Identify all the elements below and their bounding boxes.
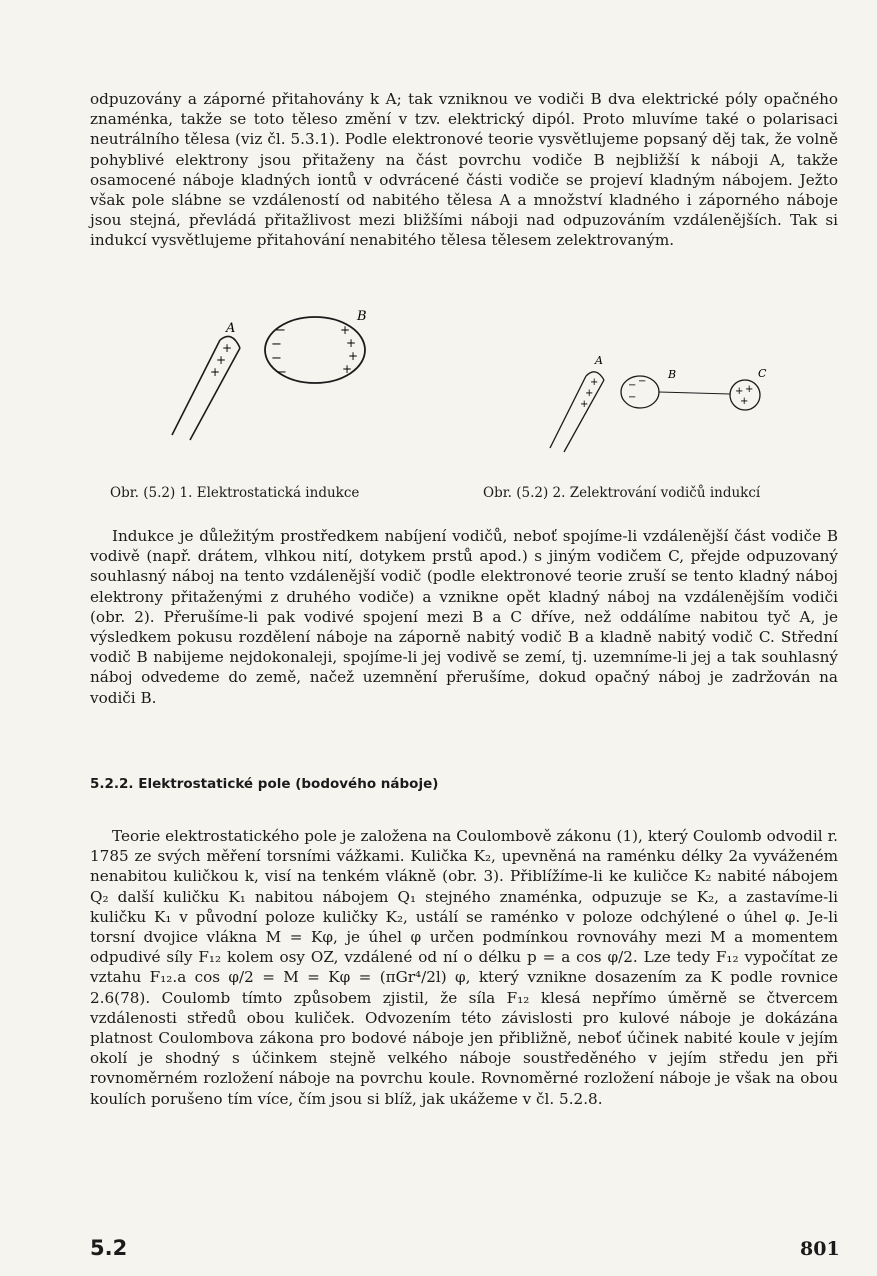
page-number: 801 [800,1238,840,1260]
positive-charge: + [342,362,353,376]
rod-a-right-edge [190,348,240,440]
negative-charge: − [271,351,282,366]
figure-charging-by-induction [540,340,780,460]
negative-charge: − [276,365,287,380]
positive-charge: + [340,323,351,337]
section-number: 5.2 [90,1236,128,1260]
rod-a-charge: + [590,377,599,388]
rod-a-charge: + [216,353,227,367]
negative-charge: − [275,323,286,338]
section-heading: 5.2.2. Elektrostatické pole (bodového náboje) [90,776,439,792]
label-b: B [668,368,677,381]
label-a: A [226,321,236,336]
label-c: C [758,367,767,380]
rod-a-charge: + [585,388,594,399]
paragraph-induction-explanation: odpuzovány a záporné přitahovány k A; tak vzniknou ve vodiči B dva elektrické póly opačného znaménka, takže se toto těleso změní v tzv. elektrický dipól. Proto mluvíme také o polarisaci neutrálního tělesa (viz čl. 5.3.1). Podle elektronové teorie vysvětlujeme popsaný děj tak, že volně pohyblivé elektrony jsou přitaženy na část povrchu vodiče B nejbližší k náboji A, takže osamocené náboje kladných iontů v odvrácené části vodiče se projeví kladným nábojem. Ježto však pole slábne se vzdáleností od nabitého tělesa A a množství kladného i záporného náboje jsou stejná, převládá přitažlivost mezi bližšími náboji nad odpuzováním vzdálenějších. Tak si indukcí vysvětlujeme přitahování nenabitého tělesa tělesem zelektrovaným. [90,90,838,250]
paragraph-coulomb-law: Teorie elektrostatického pole je založena na Coulombově zákonu (1), který Coulomb odvodil r. 1785 ze svých měření torsními vážkami. Kulička K₂, upevněná na raménku délky 2a vyváženém nenabitou kuličkou k, visí na tenkém vlákně (obr. 3). Přiblížíme-li ke kuličce K₂ nabité nábojem Q₂ další kuličku K₁ nabitou nábojem Q₁ stejného znaménka, odpuzuje se K₂, a zastavíme-li kuličku K₁ v původní poloze kuličky K₂, ustálí se raménko v poloze odchýlené o úhel φ. Je-li torsní dvojice vlákna M = Kφ, je úhel φ určen podmínkou rovnováhy mezi M a momentem odpudivé síly F₁₂ kolem osy OZ, vzdálené od ní o délku p = a cos φ/2. Lze tedy F₁₂ vypočítat ze vztahu F₁₂.a cos φ/2 = M = Kφ = (πGr⁴/2l) φ, který vznikne dosazením za K podle rovnice 2.6(78). Coulomb tímto způsobem zjistil, že síla F₁₂ klesá nepřímo úměrně se čtvercem vzdálenosti středů obou kuliček. Odvozením této závislosti pro kulové náboje je dokázána platnost Coulombova zákona pro bodové náboje jen přibližně, neboť účinek nabité koule v jejím okolí je shodný s účinkem stejně velkého náboje soustředěného v jejím středu jen při rovnoměrném rozložení náboje na povrchu koule. Rovnoměrné rozložení náboje je však na obou koulích porušeno tím více, čím jsou si blíž, jak ukážeme v čl. 5.2.8. [90,827,838,1108]
figure-2-caption: Obr. (5.2) 2. Zelektrování vodičů indukcí [483,485,761,501]
negative-charge: − [628,392,637,403]
label-a: A [595,354,603,367]
rod-a-charge: + [222,341,233,355]
rod-a-charge: + [210,365,221,379]
positive-charge: + [740,396,749,407]
positive-charge: + [348,349,359,363]
connecting-wire [659,392,730,394]
rod-a-right-edge [564,380,604,452]
negative-charge: − [628,380,637,391]
rod-a-left-edge [550,376,589,448]
negative-charge: − [638,376,647,387]
figure-1-caption: Obr. (5.2) 1. Elektrostatická indukce [110,485,360,501]
positive-charge: + [346,336,357,350]
figure-electrostatic-induction [150,300,410,460]
positive-charge: + [745,384,754,395]
rod-a-charge: + [580,399,589,410]
positive-charge: + [735,386,744,397]
rod-a-left-edge [172,340,220,435]
paragraph-induction-charging: Indukce je důležitým prostředkem nabíjení vodičů, neboť spojíme-li vzdálenější část vodiče B vodivě (např. drátem, vlhkou nití, dotykem prstů apod.) s jiným vodičem C, přejde odpuzovaný souhlasný náboj na tento vzdálenější vodič (podle elektronové teorie zruší se tento kladný náboj elektrony přitaženými z druhého vodiče) a vznikne opět kladný náboj na vzdálenějším vodiči (obr. 2). Přerušíme-li pak vodivé spojení mezi B a C dříve, než oddálíme nabitou tyč A, je výsledkem pokusu rozdělení náboje na záporně nabitý vodič B a kladně nabitý vodič C. Střední vodič B nabijeme nejdokonaleji, spojíme-li jej vodivě se zemí, tj. uzemníme-li jej a tak souhlasný náboj odvedeme do země, načež uzemnění přerušíme, dokud opačný náboj je zadržován na vodiči B. [90,527,838,707]
negative-charge: − [271,337,282,352]
label-b: B [357,309,367,324]
